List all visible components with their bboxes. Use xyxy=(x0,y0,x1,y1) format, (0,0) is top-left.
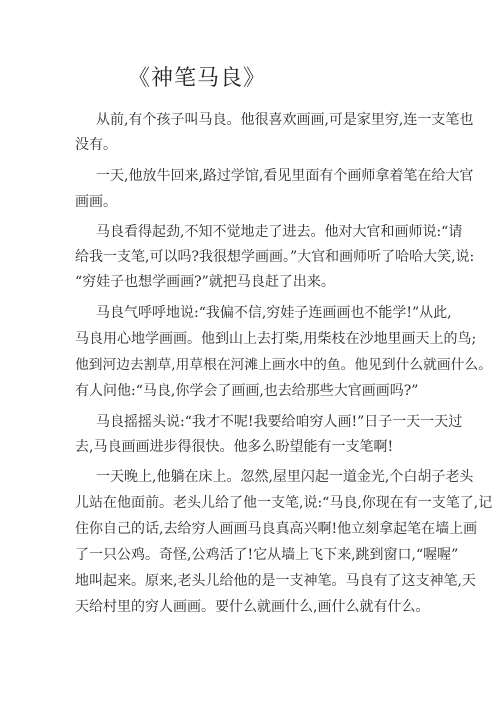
text-line: 儿站在他面前。老头儿给了他一支笔,说:“马良,你现在有一支笔了,记 xyxy=(75,495,493,511)
text-line: 了一只公鸡。奇怪,公鸡活了!它从墙上飞下来,跳到窗口,“喔喔” xyxy=(75,547,459,563)
document-title: 《神笔马良》 xyxy=(128,66,267,91)
text-line: 马良气呼呼地说:“我偏不信,穷娃子连画画也不能学!”从此, xyxy=(96,305,452,321)
text-line: 地叫起来。原来,老头儿给他的是一支神笔。马良有了这支神笔,天 xyxy=(75,573,476,589)
text-line: 天给村里的穷人画画。要什么就画什么,画什么就有什么。 xyxy=(75,599,430,615)
text-line: “穷娃子也想学画画?”就把马良赶了出来。 xyxy=(75,274,335,290)
text-line: 马良看得起劲,不知不觉地走了进去。他对大官和画师说:“请 xyxy=(96,224,463,240)
text-line: 一天,他放牛回来,路过学馆,看见里面有个画师拿着笔在给大官 xyxy=(96,168,474,184)
text-line: 画画。 xyxy=(75,194,117,210)
text-line: 住你自己的话,去给穷人画画马良真高兴啊!他立刻拿起笔在墙上画 xyxy=(75,521,478,537)
text-line: 马良摇摇头说:“我才不呢!我要给咱穷人画!”日子一天一天过 xyxy=(96,414,463,430)
text-line: 马良用心地学画画。他到山上去打柴,用柴枝在沙地里画天上的鸟; xyxy=(75,331,477,347)
text-line: 没有。 xyxy=(75,137,117,153)
text-line: 一天晚上,他躺在床上。忽然,屋里闪起一道金光,个白胡子老头 xyxy=(96,469,474,485)
text-line: 给我一支笔,可以吗?我很想学画画。”大官和画师听了哈哈大笑,说: xyxy=(75,249,475,265)
text-line: 去,马良画画进步得很快。他多么盼望能有一支笔啊! xyxy=(75,439,394,455)
text-line: 有人问他:“马良,你学会了画画,也去给那些大官画画吗?” xyxy=(75,383,419,399)
text-line: 从前,有个孩子叫马良。他很喜欢画画,可是家里穷,连一支笔也 xyxy=(96,112,474,128)
text-line: 他到河边去割草,用草根在河滩上画水中的鱼。他见到什么就画什么。 xyxy=(75,357,492,373)
